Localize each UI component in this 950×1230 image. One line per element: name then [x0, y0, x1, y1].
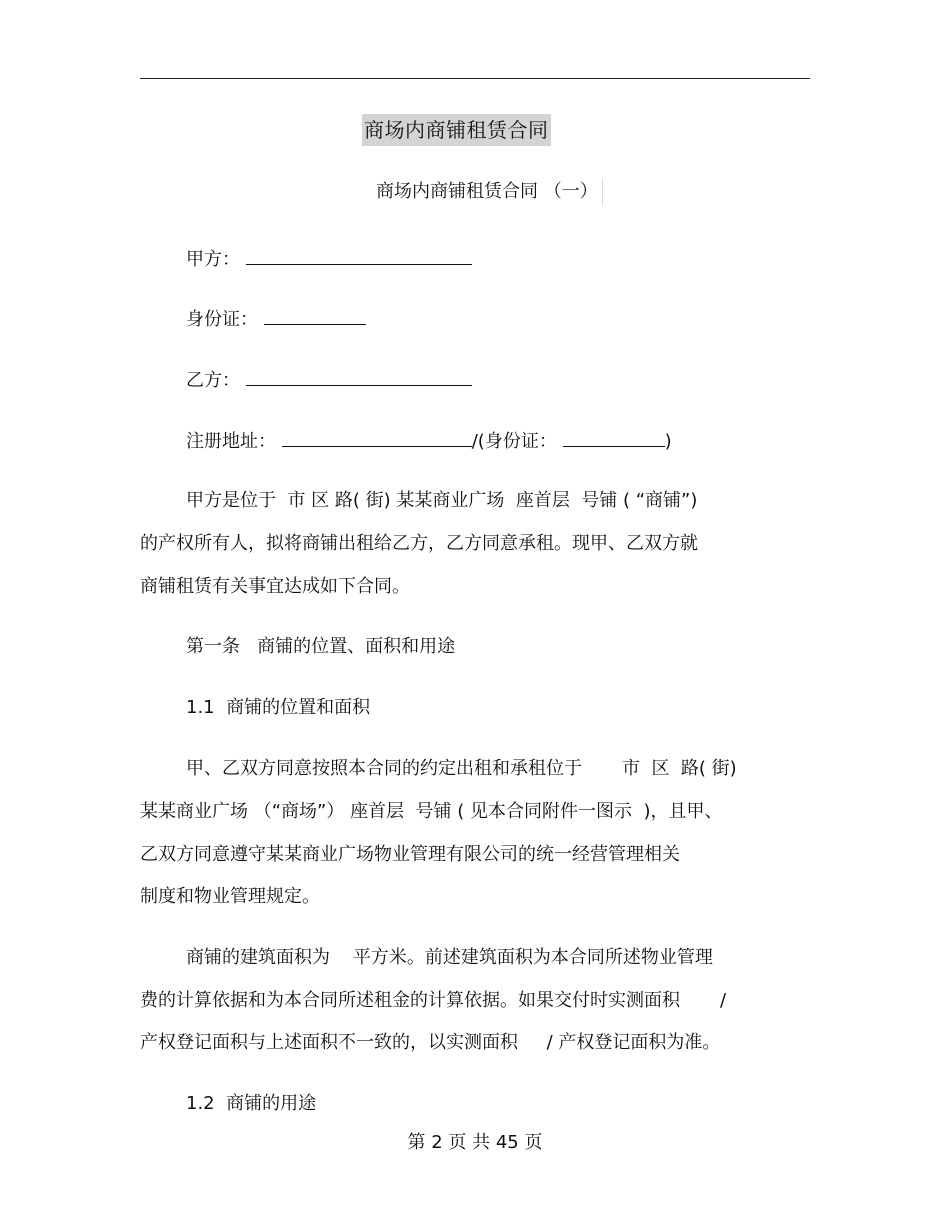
para-area-line-1: 商铺的建筑面积为 平方米。前述建筑面积为本合同所述物业管理	[186, 947, 713, 968]
para-area-line-2: 费的计算依据和为本合同所述租金的计算依据。如果交付时实测面积 /	[140, 990, 727, 1011]
para-area-line-3: 产权登记面积与上述面积不一致的，以实测面积 / 产权登记面积为准。	[140, 1032, 721, 1053]
party-b-blank	[246, 367, 472, 386]
section-1-2-heading: 1.2 商铺的用途	[186, 1093, 317, 1114]
section-1-1-heading: 1.1 商铺的位置和面积	[186, 697, 371, 718]
id-line	[186, 306, 366, 333]
header-rule	[140, 78, 810, 79]
party-b-label: 乙方：	[186, 370, 240, 391]
party-a-blank	[246, 246, 472, 265]
reg-addr-line	[186, 428, 672, 455]
id-blank	[264, 306, 366, 325]
para-1-1-line-1: 甲、乙双方同意按照本合同的约定出租和承租位于 市 区 路( 街)	[186, 758, 737, 779]
article-1-heading: 第一条 商铺的位置、面积和用途	[186, 636, 456, 657]
reg-addr-blank	[282, 428, 472, 447]
reg-addr-label: 注册地址：	[186, 431, 276, 452]
para-1-1-line-2: 某某商业广场 （“商场”） 座首层 号铺 ( 见本合同附件一图示 )，且甲、	[140, 801, 723, 822]
reg-id-blank	[563, 428, 665, 447]
party-a-label: 甲方：	[186, 249, 240, 270]
document-subtitle: 商场内商铺租赁合同 （一）	[376, 178, 603, 206]
party-a-line	[186, 246, 472, 273]
reg-addr-end: )	[664, 431, 672, 452]
intro-line-3: 商铺租赁有关事宜达成如下合同。	[140, 576, 410, 597]
reg-addr-mid: /(身份证：	[471, 431, 557, 452]
para-1-1-line-4: 制度和物业管理规定。	[140, 886, 320, 907]
party-b-line	[186, 367, 472, 394]
intro-line-2: 的产权所有人，拟将商铺出租给乙方，乙方同意承租。现甲、乙双方就	[140, 533, 698, 554]
page-footer: 第 2 页 共 45 页	[407, 1132, 543, 1153]
intro-line-1: 甲方是位于 市 区 路( 街) 某某商业广场 座首层 号铺 ( “商铺”)	[186, 490, 698, 511]
para-1-1-line-3: 乙双方同意遵守某某商业广场物业管理有限公司的统一经营管理相关	[140, 844, 680, 865]
id-label: 身份证：	[186, 309, 258, 330]
document-title: 商场内商铺租赁合同	[362, 114, 551, 146]
